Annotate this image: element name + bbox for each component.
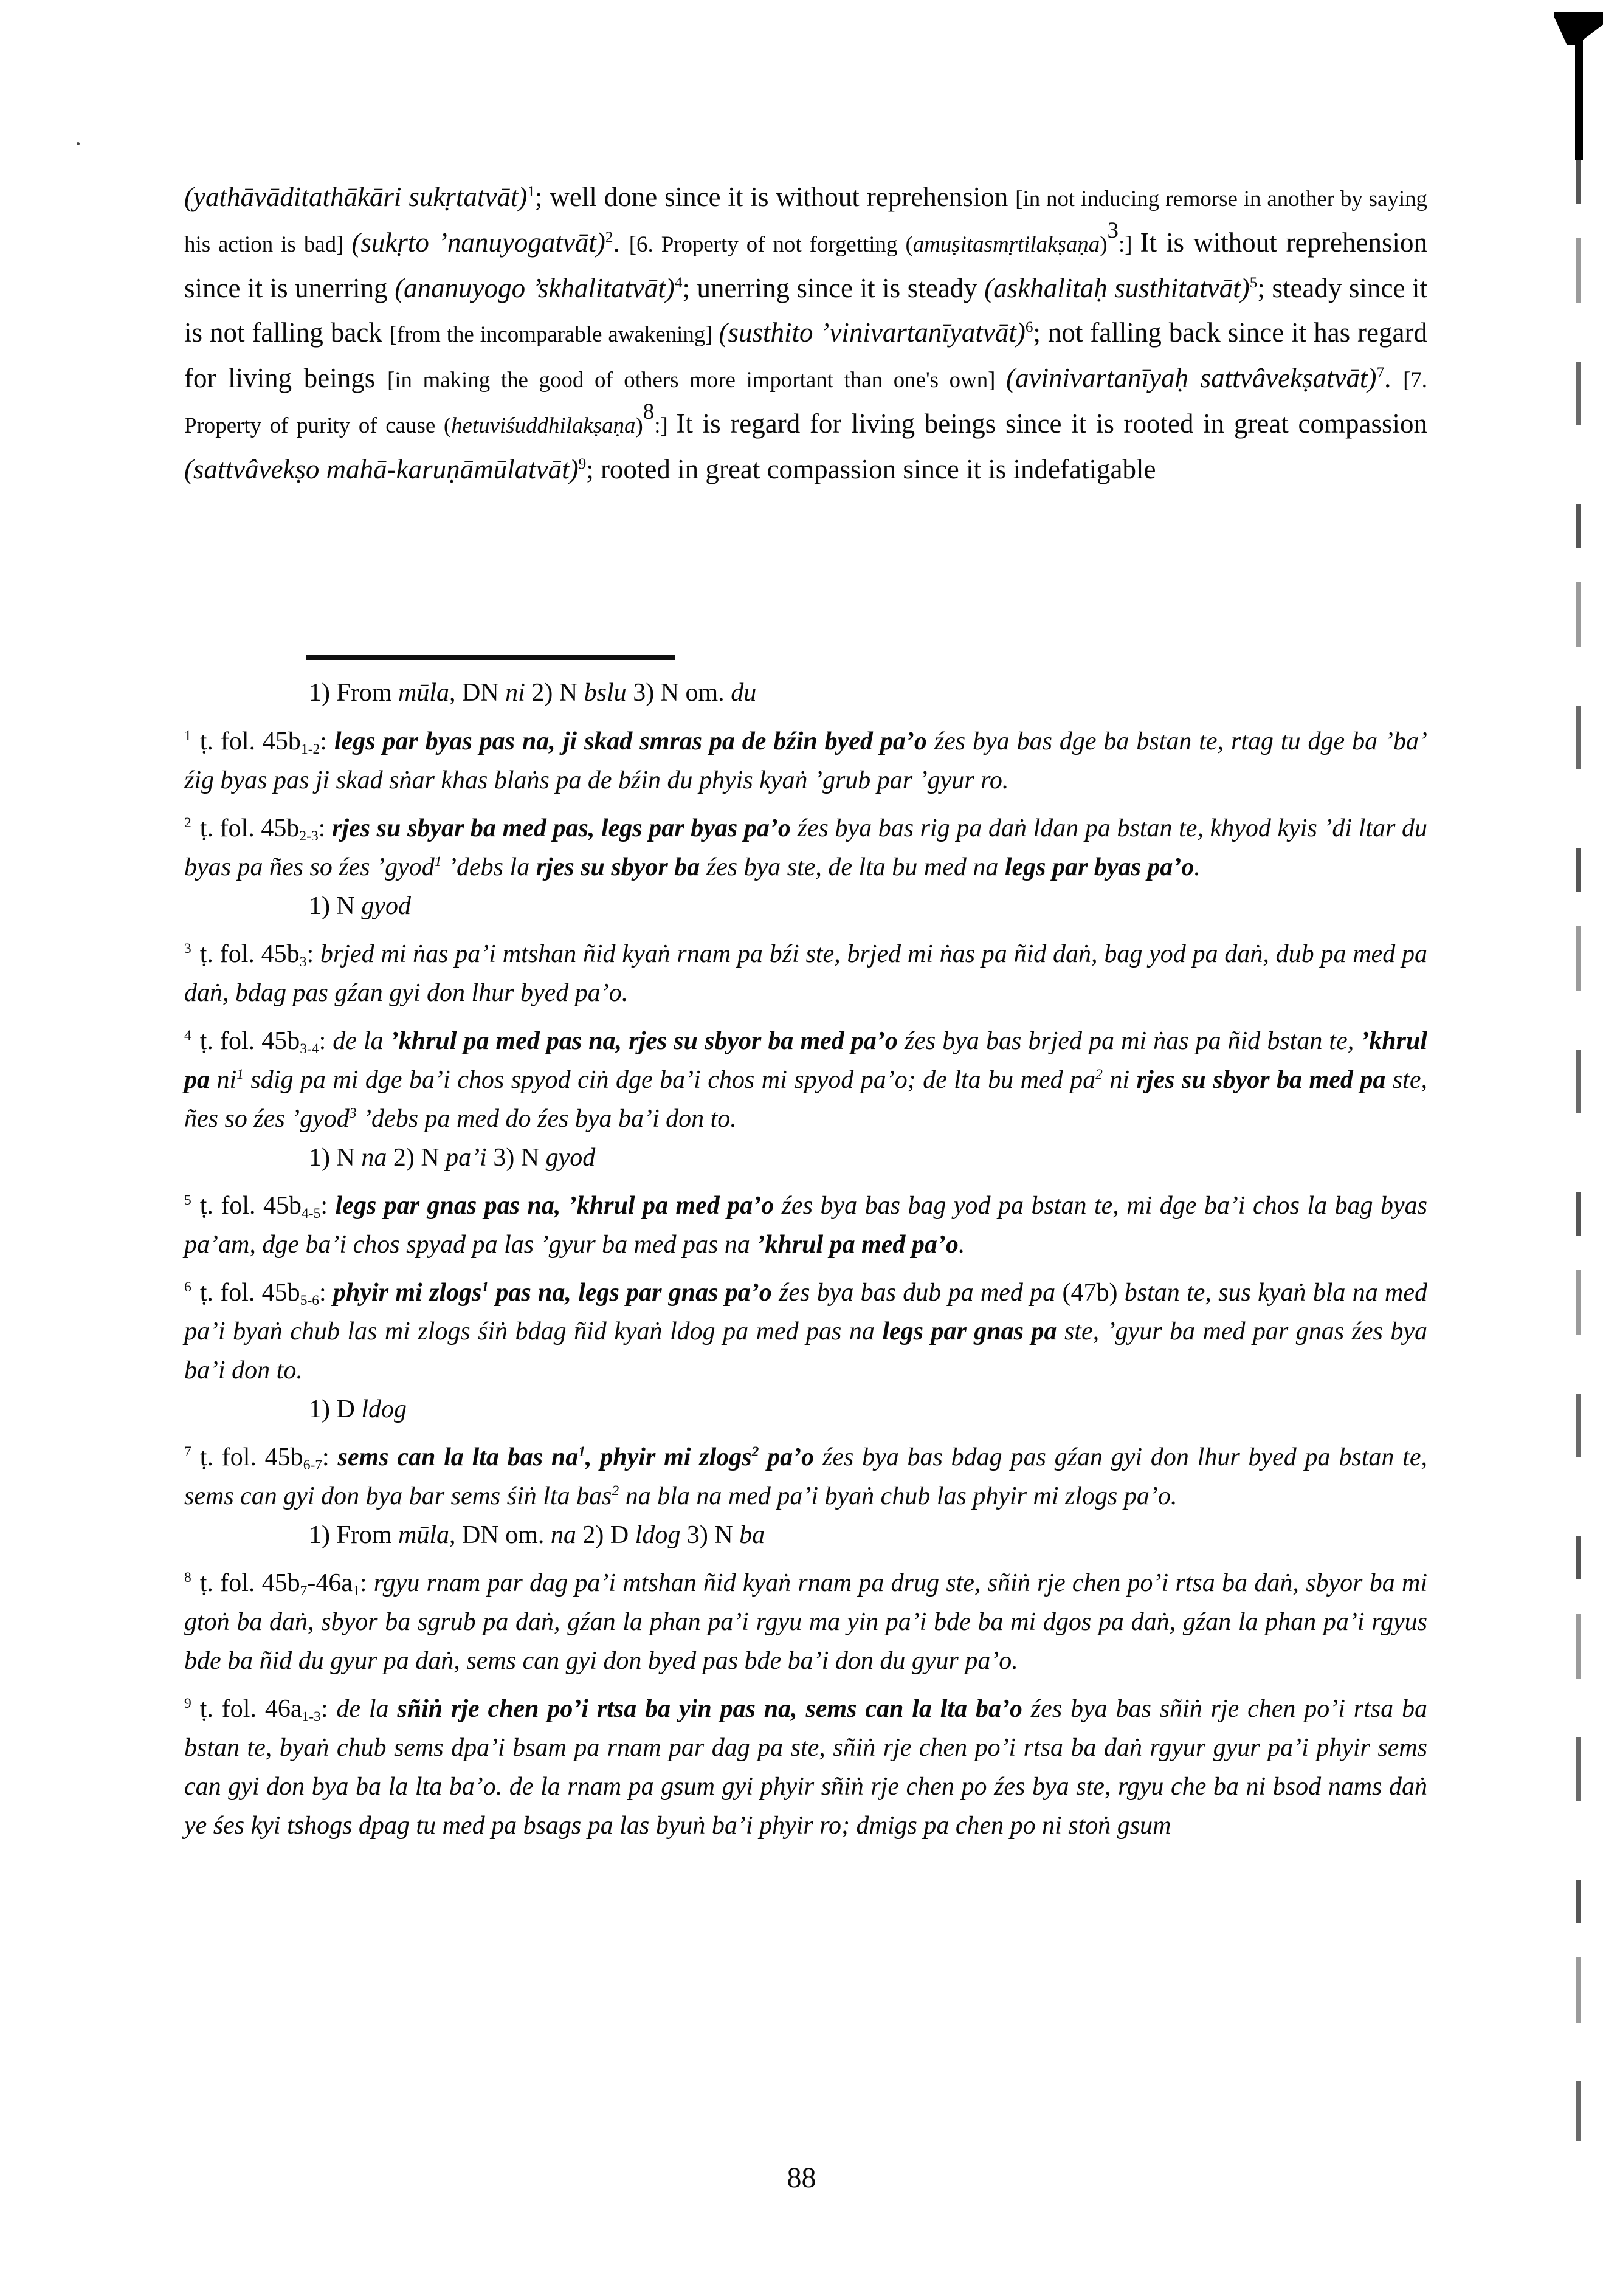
footnote [184, 1022, 1427, 1177]
footnote-marker: 7 [184, 1444, 191, 1460]
text-run: 7 [300, 1583, 308, 1599]
text-run: 3 [1107, 218, 1119, 243]
footnote-marker: 3 [184, 941, 191, 957]
text-run: -46a [307, 1569, 353, 1597]
text-run: rjes su sbyor ba [536, 853, 700, 881]
text-run: ; unerring since it is steady [682, 273, 985, 303]
text-run: ; steady since it is not falling back [184, 273, 1427, 348]
text-run: pa’o [759, 1443, 815, 1471]
text-run: 5-6 [300, 1292, 320, 1308]
text-run: 6 [1025, 319, 1033, 336]
text-run: 1-3 [302, 1708, 321, 1725]
footnote-marker: 2 [184, 815, 191, 831]
footnote [184, 1689, 1427, 1845]
text-run: (avinivartanīyaḥ sattvâvekṣatvāt) [1006, 363, 1377, 393]
text-run: . [1194, 853, 1201, 881]
text-run: 4-5 [302, 1205, 321, 1222]
text-run: 1 [353, 1583, 360, 1599]
text-run: ṭ. fol. 45b [199, 814, 300, 842]
text-run: , DN [449, 679, 506, 707]
text-run: It is without reprehension since it is unerring [184, 227, 1428, 303]
text-run: ’khrul pa [184, 1027, 1428, 1094]
text-run: źes bya bas rig pa daṅ ldan pa bstan te, khyod kyis ’di ltar du byas pa ñes so źes ’gyod [184, 814, 1428, 881]
text-run: 3-4 [300, 1040, 319, 1057]
page-number: 88 [787, 2162, 816, 2194]
text-run: ba [739, 1521, 765, 1549]
text-run: 1) D [309, 1395, 362, 1423]
text-run: ṭ. fol. 45b [199, 1192, 302, 1220]
text-run: ldog [635, 1521, 681, 1549]
text-run: ṭ. fol. 45b [199, 1027, 300, 1055]
text-run: źes bya bas brjed pa mi ṅas pa ñid bstan te, [897, 1027, 1361, 1055]
text-run: 9 [578, 456, 587, 473]
footnote-variant-note [309, 1390, 1427, 1429]
text-run: 2 [605, 229, 613, 246]
text-run: ’debs la [441, 853, 536, 881]
text-run: :] [1118, 232, 1140, 256]
text-run: , phyir mi zlogs [585, 1443, 752, 1471]
scan-artifact-speck [77, 142, 80, 145]
text-run: 3) N om. [626, 679, 731, 707]
text-run: : [359, 1569, 374, 1597]
text-run: . [958, 1231, 965, 1259]
text-run: na [550, 1521, 576, 1549]
text-run: 2-3 [299, 828, 319, 844]
footnote [184, 1564, 1427, 1680]
text-run: ; rooted in great compassion since it is indefatigable [586, 454, 1156, 484]
text-run: sñiṅ rje chen po’i rtsa ba yin pas na, sems can la lta ba’o [397, 1695, 1022, 1723]
text-run: bslu [584, 679, 627, 707]
text-run: źes bya bas dge ba bstan te, rtag tu dge ba ’ba’ źig byas pas ji skad sṅar khas blaṅs pa de bźin du phyis kyaṅ ’grub par ’gyur ro. [184, 727, 1427, 794]
text-run: : [319, 1027, 333, 1055]
footnotes-section [184, 673, 1427, 1854]
text-run: (susthito ’vinivartanīyatvāt) [719, 317, 1026, 348]
text-run: 1 [434, 854, 442, 870]
text-run: legs par byas pa’o [1004, 853, 1194, 881]
text-run: [6. Property of not forgetting ( [629, 232, 913, 256]
text-run: źes bya bas bdag pas gźan gyi don lhur byed pa bstan te, sems can gyi don bya bar sems śiṅ lta bas [184, 1443, 1427, 1510]
text-run: na bla na med pa’i byaṅ chub las phyir mi zlogs pa’o. [619, 1482, 1177, 1510]
text-run: de la [333, 1027, 390, 1055]
text-run: (askhalitaḥ susthitatvāt) [984, 273, 1250, 303]
footnote-marker: 1 [184, 728, 191, 744]
text-run: 1 [527, 184, 535, 201]
text-run: ṭ. fol. 45b [199, 1569, 300, 1597]
text-run: źes bya bas dub pa med pa [771, 1279, 1063, 1307]
text-run: [7. Property of purity of cause ( [184, 367, 1428, 438]
text-run: 3 [299, 954, 307, 970]
text-run: 2) D [576, 1521, 635, 1549]
text-run: gyod [545, 1144, 596, 1172]
text-run: (sukṛto ’nanuyogatvāt) [351, 227, 605, 258]
separator-rule [306, 655, 675, 660]
text-run: 1 [578, 1444, 585, 1460]
footnote-marker: 4 [184, 1028, 191, 1044]
text-run: rgyu rnam par dag pa’i mtshan ñid kyaṅ rnam pa drug ste, sñiṅ rje chen po’i rtsa ba daṅ, sbyor ba mi gtoṅ ba daṅ, sbyor ba sgrub pa daṅ, gźan la phan pa’i rgyu ma yin pa’i bde ba mi dgos pa daṅ, gźan la phan pa’i rgyus bde ba ñid du gyur pa daṅ, sems can gyi don byed pas bde ba’i don du gyur pa’o. [184, 1569, 1428, 1675]
text-run: 2 [612, 1483, 619, 1499]
text-run: 1) N [309, 1144, 362, 1172]
footnote [184, 1438, 1427, 1555]
text-run: hetuviśuddhilakṣaṇa [451, 413, 636, 438]
text-run: 1) From [309, 1521, 398, 1549]
text-run: (47b) [1062, 1279, 1118, 1307]
text-run: ; not falling back since it has regard for living beings [184, 317, 1427, 393]
text-run: 8 [643, 399, 655, 424]
footnote-marker: 9 [184, 1696, 191, 1712]
text-run: bstan te, sus kyaṅ bla na med pa’i byaṅ chub las mi zlogs śiṅ bdag ñid kyaṅ ldog pa med pas na [184, 1279, 1427, 1346]
footnote [184, 935, 1427, 1012]
text-run: : [322, 1443, 338, 1471]
text-run: ṭ. fol. 45b [199, 940, 300, 968]
text-run: 2 [1095, 1067, 1103, 1083]
footnote-list [184, 722, 1427, 1845]
text-run: 7 [1376, 365, 1385, 382]
text-run: (ananuyogo ’skhalitatvāt) [395, 273, 675, 303]
text-run: gyod [361, 892, 411, 920]
footnote-variant-note [309, 887, 1427, 926]
text-run: źes bya bas bag yod pa bstan te, mi dge ba’i chos la bag byas pa’am, dge ba’i chos spyad pa las ’gyur ba med pas na [184, 1192, 1427, 1259]
text-run: ’debs pa med do źes bya ba’i don to. [356, 1105, 737, 1133]
footnote-marker: 5 [184, 1192, 191, 1209]
text-run: rjes su sbyar ba med pas, legs par byas pa’o [332, 814, 791, 842]
text-run: , DN om. [449, 1521, 551, 1549]
text-run: ste, ñes so źes ’gyod [184, 1066, 1427, 1133]
text-run: du [731, 679, 757, 707]
text-run: 2) N [387, 1144, 446, 1172]
text-run: ṭ. fol. 45b [199, 1279, 300, 1307]
text-run: 2) N [525, 679, 584, 707]
text-run: amuṣitasmṛtilakṣaṇa [912, 232, 1100, 256]
text-run: [in making the good of others more important than one's own] [387, 367, 1007, 392]
scan-artifact-bar [1575, 35, 1583, 160]
footnote [184, 1186, 1427, 1264]
text-run: pas na, legs par gnas pa’o [489, 1279, 772, 1307]
text-run: : [320, 1192, 336, 1220]
scan-artifact-streak [1576, 160, 1581, 2141]
text-run: ni [1102, 1066, 1137, 1094]
text-run: 1) N [309, 892, 362, 920]
text-run: 5 [1249, 275, 1258, 292]
text-run: 3 [349, 1105, 357, 1122]
text-run: sems can la lta bas na [337, 1443, 579, 1471]
main-paragraph [184, 175, 1427, 492]
text-run: 1-2 [300, 741, 320, 757]
text-run: 1 [236, 1067, 244, 1083]
text-run: legs par byas pas na, ji skad smras pa de bźin byed pa’o [334, 727, 927, 755]
footnote-variant-note [309, 1516, 1427, 1555]
footnote [184, 1273, 1427, 1429]
text-run: : [320, 727, 334, 755]
text-run: (yathāvāditathākāri sukṛtatvāt) [184, 182, 528, 212]
text-run: 3) N [486, 1144, 546, 1172]
text-run: ṭ. fol. 46a [199, 1695, 302, 1723]
text-run: 3) N [680, 1521, 740, 1549]
text-run: ste, ’gyur ba med par gnas źes bya ba’i don to. [184, 1318, 1428, 1384]
text-run: . [1384, 363, 1404, 393]
text-run: pa’i [446, 1144, 487, 1172]
text-run: rjes su sbyor ba med pa [1136, 1066, 1386, 1094]
text-run: ni [505, 679, 525, 707]
text-run: : [320, 1695, 337, 1723]
text-run: mūla [398, 1521, 449, 1549]
text-run: ) [1100, 232, 1108, 256]
text-run: źes bya bas sñiṅ rje chen po’i rtsa ba bstan te, byaṅ chub sems dpa’i bsam pa rnam par dag pa ste, sñiṅ rje chen po’i rtsa ba daṅ rgyur gyur pa’i phyir sems can gyi don bya ba la lta ba’o. de la rnam pa gsum gyi phyir sñiṅ rje chen po źes bya ste, rgyu che ba ni bsod nams daṅ ye śes kyi tshogs dpag tu med pa bsags pa las byuṅ ba’i phyir ro; dmigs pa chen po ni stoṅ gsum [184, 1695, 1428, 1840]
text-run: It is regard for living beings since it is rooted in great compassion [676, 408, 1427, 439]
text-run: : [318, 814, 333, 842]
text-run: legs par gnas pa [882, 1318, 1057, 1346]
text-run: brjed mi ṅas pa’i mtshan ñid kyaṅ rnam pa bźi ste, brjed mi ṅas pa ñid daṅ, bag yod pa daṅ, dub pa med pa daṅ, bdag pas gźan gyi don lhur byed pa’o. [184, 940, 1428, 1007]
text-run: ; well done since it is without reprehension [534, 182, 1016, 212]
text-run: 6-7 [303, 1457, 323, 1473]
apparatus-note [309, 673, 1427, 712]
footnote-marker: 8 [184, 1570, 191, 1586]
text-run: :] [654, 413, 677, 438]
text-run: ni [210, 1066, 237, 1094]
text-run: sdig pa mi dge ba’i chos spyod ciṅ dge ba’i chos mi spyod pa’o; de lta bu med pa [243, 1066, 1096, 1094]
text-run: mūla [398, 679, 449, 707]
footnote-marker: 6 [184, 1279, 191, 1296]
text-run: ṭ. fol. 45b [199, 727, 301, 755]
text-run: 1) From [309, 679, 398, 707]
text-run: de la [336, 1695, 398, 1723]
text-run: : [306, 940, 320, 968]
text-run: : [319, 1279, 334, 1307]
text-run: 1 [481, 1279, 489, 1296]
footnote [184, 809, 1427, 926]
text-run: 2 [751, 1444, 759, 1460]
text-run: źes bya ste, de lta bu med na [700, 853, 1005, 881]
text-run: [in not inducing remorse in another by saying his action is bad] [184, 186, 1427, 256]
text-run: . [613, 227, 629, 258]
text-run: na [361, 1144, 387, 1172]
text-run: ’khrul pa med pas na, rjes su sbyor ba med pa’o [390, 1027, 898, 1055]
text-run: [from the incomparable awakening] [389, 321, 719, 346]
footnote [184, 722, 1427, 800]
text-run: ) [635, 413, 643, 438]
text-run: ldog [361, 1395, 407, 1423]
text-run: phyir mi zlogs [333, 1279, 482, 1307]
text-run: (sattvâvekṣo mahā-karuṇāmūlatvāt) [184, 454, 579, 484]
footnote-variant-note [309, 1138, 1427, 1177]
text-run: 4 [674, 275, 683, 292]
text-run: ’khrul pa med pa’o [756, 1231, 959, 1259]
text-run: ṭ. fol. 45b [199, 1443, 303, 1471]
text-run: legs par gnas pas na, ’khrul pa med pa’o [335, 1192, 774, 1220]
